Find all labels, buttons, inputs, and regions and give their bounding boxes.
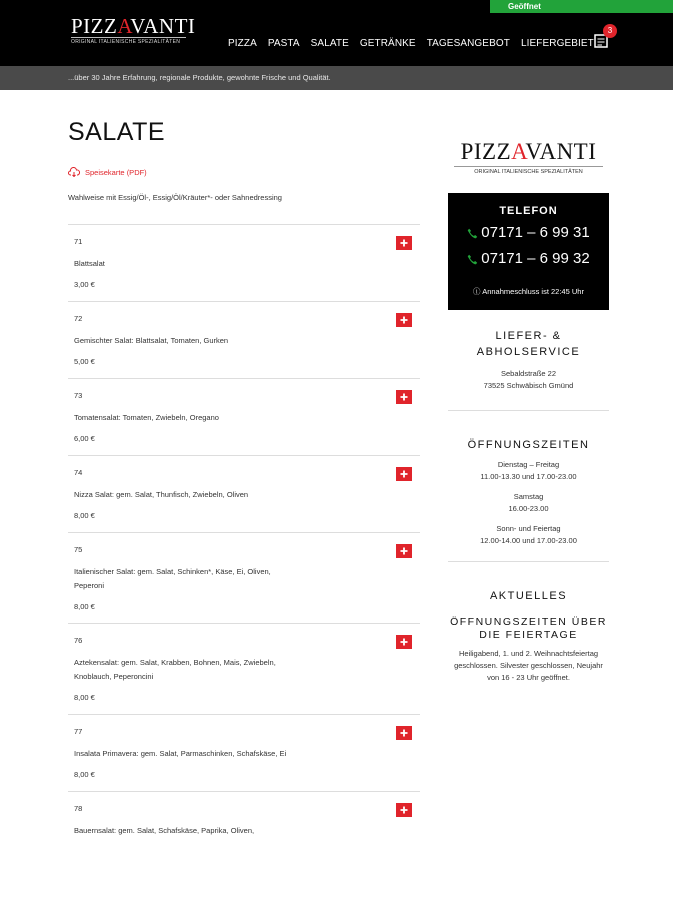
logo-text: PIZZ <box>460 139 512 164</box>
news-title[interactable]: ÖFFNUNGSZEITEN ÜBER DIE FEIERTAGE <box>450 616 607 641</box>
logo-tagline: ORIGINAL ITALIENISCHE SPEZIALITÄTEN <box>71 37 186 45</box>
add-to-cart-button[interactable] <box>396 467 412 481</box>
menu-item <box>68 715 420 792</box>
news-heading: AKTUELLES <box>489 590 568 602</box>
plus-icon <box>400 638 408 646</box>
delivery-heading: LIEFER- & ABHOLSERVICE <box>476 330 581 358</box>
menu-item <box>68 533 420 624</box>
item-description: Aztekensalat: gem. Salat, Krabben, Bohnen, Mais, Zwiebeln, Knoblauch, Peperoncini <box>74 658 276 681</box>
item-number: 72 <box>74 314 83 323</box>
nav-item-pasta[interactable]: PASTA <box>267 38 300 49</box>
plus-icon <box>400 470 408 478</box>
item-price: 5,00 € <box>74 357 95 366</box>
item-number: 71 <box>74 237 83 246</box>
item-price: 6,00 € <box>74 434 95 443</box>
hours-time: 16.00-23.00 <box>508 504 549 513</box>
plus-icon <box>400 729 408 737</box>
sidebar <box>448 140 609 684</box>
nav-item-salate[interactable]: SALATE <box>310 38 349 49</box>
hours-days: Sonn- und Feiertag <box>496 524 561 533</box>
item-price: 8,00 € <box>74 693 95 702</box>
logo-accent: A <box>511 139 526 164</box>
nav-item-tagesangebot[interactable]: TAGESANGEBOT <box>426 38 510 49</box>
item-description: Gemischter Salat: Blattsalat, Tomaten, Gurken <box>74 336 229 345</box>
menu-item <box>68 624 420 715</box>
phone-icon <box>467 228 478 239</box>
pdf-menu-link[interactable] <box>68 167 420 177</box>
cloud-download-icon <box>68 167 80 177</box>
add-to-cart-button[interactable] <box>396 635 412 649</box>
item-description: Bauernsalat: gem. Salat, Schafskäse, Paprika, Oliven, <box>74 826 255 835</box>
opening-hours-section <box>448 411 609 562</box>
item-price: 8,00 € <box>74 511 95 520</box>
item-number: 73 <box>74 391 83 400</box>
item-price: 8,00 € <box>74 602 95 611</box>
logo-wordmark <box>448 140 609 164</box>
tagline-bar: ...über 30 Jahre Erfahrung, regionale Produkte, gewohnte Frische und Qualität. <box>0 66 673 90</box>
main-nav <box>228 38 605 49</box>
add-to-cart-button[interactable] <box>396 236 412 250</box>
plus-icon <box>400 239 408 247</box>
order-deadline-note: ⓘ Annahmeschluss ist 22:45 Uhr <box>473 287 584 296</box>
add-to-cart-button[interactable] <box>396 390 412 404</box>
sidebar-logo <box>448 140 609 175</box>
logo-text: PIZZ <box>71 14 118 38</box>
news-text: Heiligabend, 1. und 2. Weihnachtsfeiertag geschlossen. Silvester geschlossen, Neujahr von 16 - 23 Uhr geöffnet. <box>454 649 603 682</box>
logo-text: VANTI <box>130 14 196 38</box>
menu-item <box>68 379 420 456</box>
phone-heading: TELEFON <box>499 205 558 217</box>
open-status-badge: Geöffnet <box>490 0 673 13</box>
cart-count-badge: 3 <box>603 24 617 38</box>
phone-box <box>448 193 609 310</box>
logo-text: VANTI <box>525 139 597 164</box>
phone-number-text: 07171 – 6 99 32 <box>481 250 590 267</box>
plus-icon <box>400 393 408 401</box>
add-to-cart-button[interactable] <box>396 726 412 740</box>
item-price: 3,00 € <box>74 280 95 289</box>
dressing-note: Wahlweise mit Essig/Öl-, Essig/Öl/Kräuter*- oder Sahnedressing <box>68 193 282 202</box>
nav-item-pizza[interactable]: PIZZA <box>228 38 257 49</box>
news-section <box>448 562 609 684</box>
add-to-cart-button[interactable] <box>396 544 412 558</box>
opening-hours-heading: ÖFFNUNGSZEITEN <box>467 439 590 451</box>
logo-tagline: ORIGINAL ITALIENISCHE SPEZIALITÄTEN <box>454 166 603 175</box>
hours-time: 12.00-14.00 und 17.00-23.00 <box>480 536 577 545</box>
delivery-section <box>448 310 609 411</box>
item-description: Italienischer Salat: gem. Salat, Schinken*, Käse, Ei, Oliven, Peperoni <box>74 567 271 590</box>
menu-item <box>68 792 420 850</box>
nav-item-liefergebiet[interactable]: LIEFERGEBIET <box>520 38 594 49</box>
nav-item-getraenke[interactable]: GETRÄNKE <box>359 38 416 49</box>
menu-item <box>68 302 420 379</box>
phone-number-2[interactable] <box>458 249 599 269</box>
add-to-cart-button[interactable] <box>396 803 412 817</box>
site-header <box>0 0 673 66</box>
item-number: 78 <box>74 804 83 813</box>
logo-wordmark <box>71 16 195 36</box>
phone-number-1[interactable] <box>458 223 599 243</box>
address-city: 73525 Schwäbisch Gmünd <box>483 381 574 390</box>
hours-days: Samstag <box>513 492 544 501</box>
menu-item-list <box>68 224 420 850</box>
plus-icon <box>400 547 408 555</box>
logo-accent: A <box>117 14 131 38</box>
main-content <box>68 118 420 850</box>
plus-icon <box>400 806 408 814</box>
item-description: Insalata Primavera: gem. Salat, Parmaschinken, Schafskäse, Ei <box>74 749 287 758</box>
phone-number-text: 07171 – 6 99 31 <box>481 224 590 241</box>
site-logo[interactable] <box>71 16 195 45</box>
pdf-link-label: Speisekarte (PDF) <box>85 167 147 177</box>
phone-icon <box>467 254 478 265</box>
plus-icon <box>400 316 408 324</box>
menu-item <box>68 225 420 302</box>
menu-item <box>68 456 420 533</box>
page-title: SALATE <box>68 118 166 146</box>
hours-days: Dienstag – Freitag <box>497 460 560 469</box>
hours-time: 11.00-13.30 und 17.00-23.00 <box>480 472 577 481</box>
item-price: 8,00 € <box>74 770 95 779</box>
item-number: 74 <box>74 468 83 477</box>
item-number: 76 <box>74 636 83 645</box>
item-description: Tomatensalat: Tomaten, Zwiebeln, Oregano <box>74 413 219 422</box>
add-to-cart-button[interactable] <box>396 313 412 327</box>
item-number: 77 <box>74 727 83 736</box>
item-description: Nizza Salat: gem. Salat, Thunfisch, Zwiebeln, Oliven <box>74 490 249 499</box>
item-description: Blattsalat <box>74 259 105 268</box>
item-number: 75 <box>74 545 83 554</box>
address-street: Sebaldstraße 22 <box>500 369 557 378</box>
